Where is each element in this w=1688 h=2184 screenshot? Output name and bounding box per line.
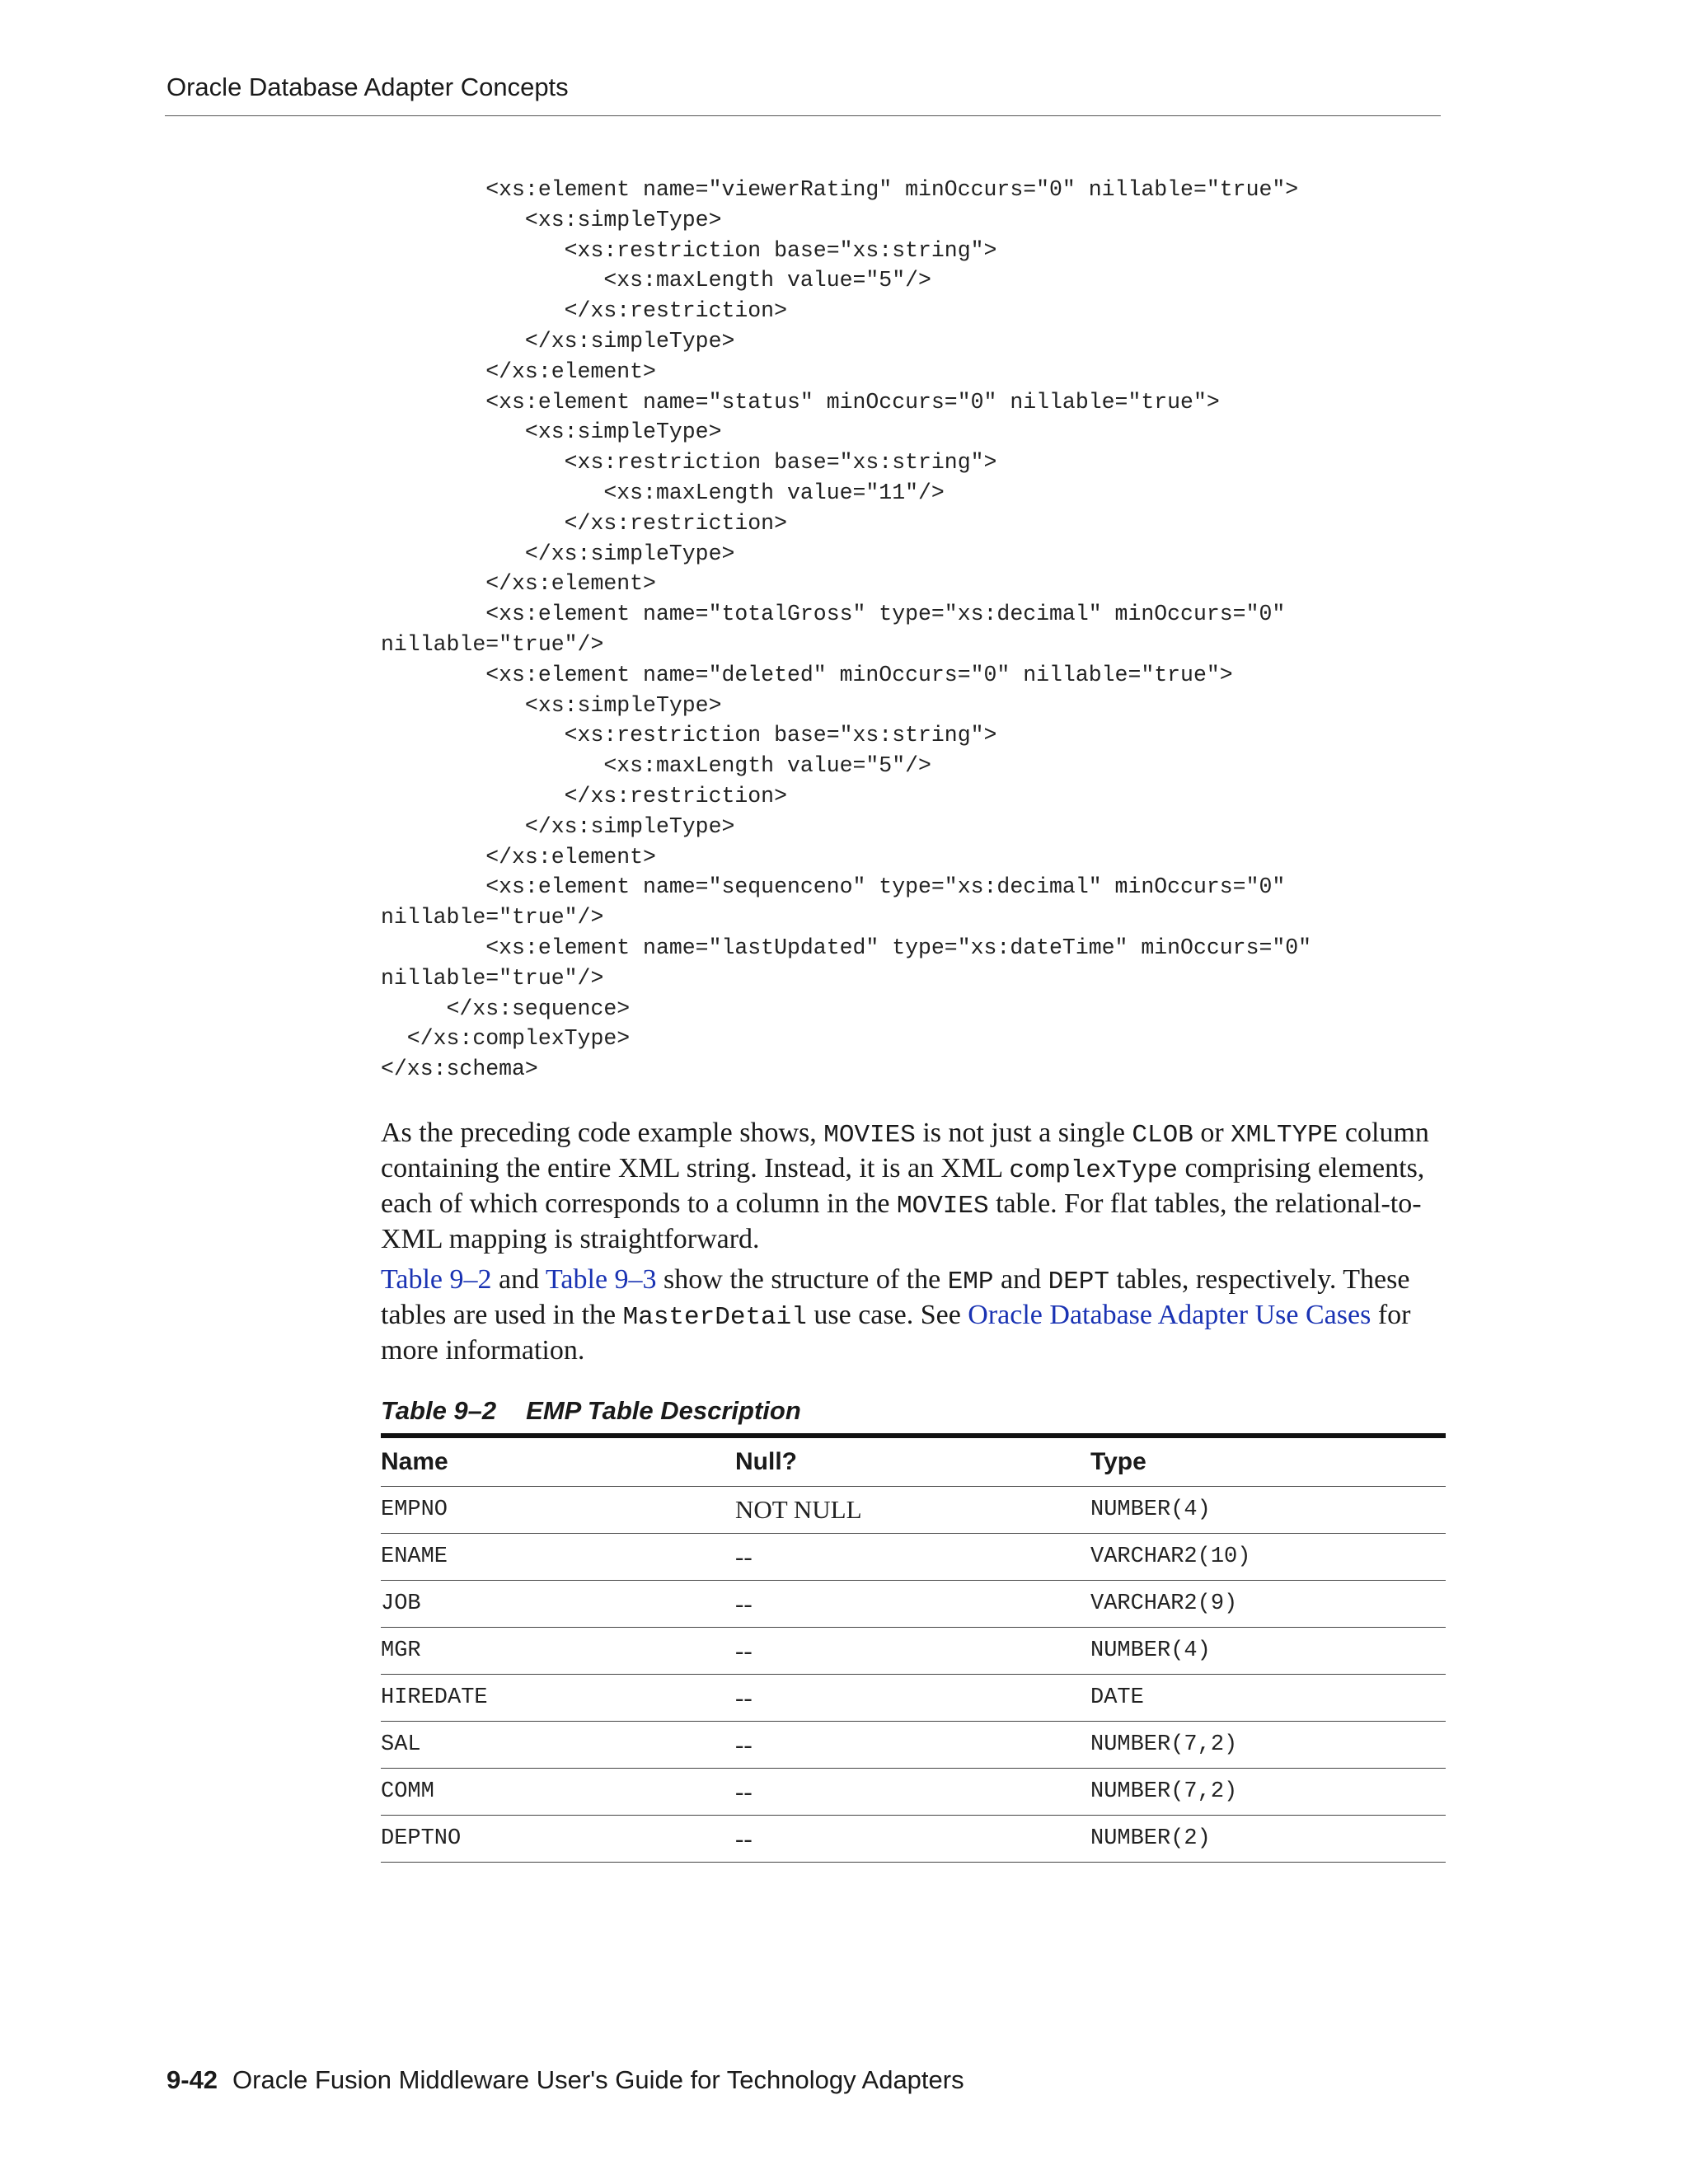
table-row: [381, 1487, 1446, 1534]
cell-type: DATE: [1090, 1685, 1144, 1710]
book-title: Oracle Fusion Middleware User's Guide for Technology Adapters: [232, 2065, 964, 2094]
cell-null: --: [735, 1542, 753, 1571]
code-line: </xs:restriction>: [564, 298, 787, 324]
code-line: <xs:element name="deleted" minOccurs="0" nillable="true">: [485, 662, 1233, 687]
cell-type: NUMBER(7,2): [1090, 1779, 1238, 1804]
cell-name: EMPNO: [381, 1497, 448, 1522]
cell-null: --: [735, 1636, 753, 1665]
code-line: </xs:schema>: [381, 1057, 538, 1082]
code-line: nillable="true"/>: [381, 905, 604, 930]
text: and: [993, 1264, 1048, 1295]
text: comprising elements, each of which corresponds to a column in the: [381, 1153, 1425, 1219]
code-line: <xs:element name="lastUpdated" type="xs:dateTime" minOccurs="0": [485, 935, 1312, 960]
code-term: EMP: [947, 1268, 994, 1296]
cell-type: NUMBER(7,2): [1090, 1732, 1238, 1757]
text: or: [1193, 1118, 1231, 1148]
cell-null: --: [735, 1683, 753, 1712]
cell-type: NUMBER(4): [1090, 1638, 1211, 1663]
running-header: Oracle Database Adapter Concepts: [166, 73, 569, 101]
cell-null: --: [735, 1589, 753, 1618]
paragraph-table-references: [381, 1263, 1452, 1367]
code-line: </xs:element>: [485, 359, 656, 384]
header-rule: [165, 115, 1441, 116]
text: tables, respectively. These tables are used in the: [381, 1264, 1410, 1330]
code-line: <xs:maxLength value="5"/>: [603, 268, 931, 293]
text: column containing the entire XML string. Instead, it is an XML: [381, 1118, 1429, 1183]
code-line: <xs:maxLength value="5"/>: [603, 753, 931, 779]
cell-null: --: [735, 1730, 753, 1759]
table-row: [381, 1722, 1446, 1769]
link-table-9-2[interactable]: Table 9–2: [381, 1264, 492, 1295]
cell-null: --: [735, 1824, 753, 1853]
cell-type: VARCHAR2(9): [1090, 1591, 1238, 1616]
column-header-type: Type: [1090, 1448, 1146, 1475]
code-term: MasterDetail: [622, 1303, 807, 1332]
code-line: </xs:simpleType>: [524, 813, 735, 839]
table-row: [381, 1816, 1446, 1863]
table-row: [381, 1628, 1446, 1675]
code-line: <xs:maxLength value="11"/>: [603, 480, 945, 505]
page-number: 9-42: [166, 2065, 218, 2094]
code-line: </xs:simpleType>: [524, 541, 735, 566]
link-table-9-3[interactable]: Table 9–3: [546, 1264, 657, 1295]
code-line: </xs:complexType>: [406, 1026, 631, 1052]
code-line: </xs:restriction>: [564, 783, 787, 808]
cell-name: HIREDATE: [381, 1685, 488, 1710]
text: is not just a single: [915, 1118, 1132, 1148]
code-line: nillable="true"/>: [381, 631, 604, 657]
cell-name: JOB: [381, 1591, 421, 1616]
cell-null: NOT NULL: [735, 1495, 862, 1524]
cell-type: VARCHAR2(10): [1090, 1544, 1251, 1569]
code-line: <xs:simpleType>: [524, 207, 722, 232]
code-line: <xs:simpleType>: [524, 419, 722, 445]
paragraph-movies-explanation: [381, 1117, 1452, 1256]
table-row: [381, 1675, 1446, 1722]
code-line: </xs:sequence>: [446, 996, 631, 1021]
text: use case. See: [806, 1300, 968, 1330]
code-line: </xs:restriction>: [564, 510, 787, 536]
text: show the structure of the: [656, 1264, 948, 1295]
emp-table: [381, 1433, 1446, 1863]
link-adapter-use-cases[interactable]: Oracle Database Adapter Use Cases: [968, 1300, 1372, 1330]
table-caption: [381, 1396, 801, 1426]
code-example: [381, 175, 1311, 1085]
table-caption-title: EMP Table Description: [526, 1396, 801, 1425]
code-line: nillable="true"/>: [381, 965, 604, 991]
text: table. For flat tables, the relational-to-XML mapping is straightforward.: [381, 1188, 1422, 1254]
code-line: </xs:element>: [485, 571, 656, 597]
column-header-name: Name: [381, 1448, 448, 1475]
code-term: DEPT: [1048, 1268, 1110, 1296]
table-row: [381, 1769, 1446, 1816]
cell-name: ENAME: [381, 1544, 448, 1569]
cell-name: COMM: [381, 1779, 434, 1804]
code-line: <xs:simpleType>: [524, 692, 722, 718]
code-line: <xs:restriction base="xs:string">: [564, 450, 997, 476]
code-line: <xs:element name="viewerRating" minOccurs="0" nillable="true">: [485, 177, 1299, 202]
table-row: [381, 1534, 1446, 1581]
code-line: <xs:element name="status" minOccurs="0" nillable="true">: [485, 389, 1220, 415]
code-term: CLOB: [1132, 1121, 1193, 1150]
cell-name: SAL: [381, 1732, 421, 1757]
column-header-null: Null?: [735, 1448, 797, 1475]
table-header-row: [381, 1438, 1446, 1487]
cell-name: MGR: [381, 1638, 421, 1663]
text: for more information.: [381, 1300, 1411, 1366]
cell-name: DEPTNO: [381, 1826, 462, 1851]
code-line: <xs:restriction base="xs:string">: [564, 723, 997, 748]
cell-null: --: [735, 1777, 753, 1806]
code-line: </xs:element>: [485, 844, 656, 869]
code-line: </xs:simpleType>: [524, 328, 735, 354]
table-row: [381, 1581, 1446, 1628]
code-term: XMLTYPE: [1231, 1121, 1339, 1150]
code-line: <xs:element name="sequenceno" type="xs:decimal" minOccurs="0": [485, 874, 1286, 900]
code-line: <xs:element name="totalGross" type="xs:decimal" minOccurs="0": [485, 602, 1286, 627]
text: and: [491, 1264, 546, 1295]
table-caption-number: Table 9–2: [381, 1396, 497, 1425]
page-footer: [166, 2065, 964, 2095]
code-term: MOVIES: [823, 1121, 916, 1150]
code-term: MOVIES: [896, 1192, 989, 1221]
code-term: complexType: [1009, 1156, 1178, 1185]
cell-type: NUMBER(2): [1090, 1826, 1211, 1851]
cell-type: NUMBER(4): [1090, 1497, 1211, 1522]
text: As the preceding code example shows,: [381, 1118, 824, 1148]
code-line: <xs:restriction base="xs:string">: [564, 237, 997, 263]
